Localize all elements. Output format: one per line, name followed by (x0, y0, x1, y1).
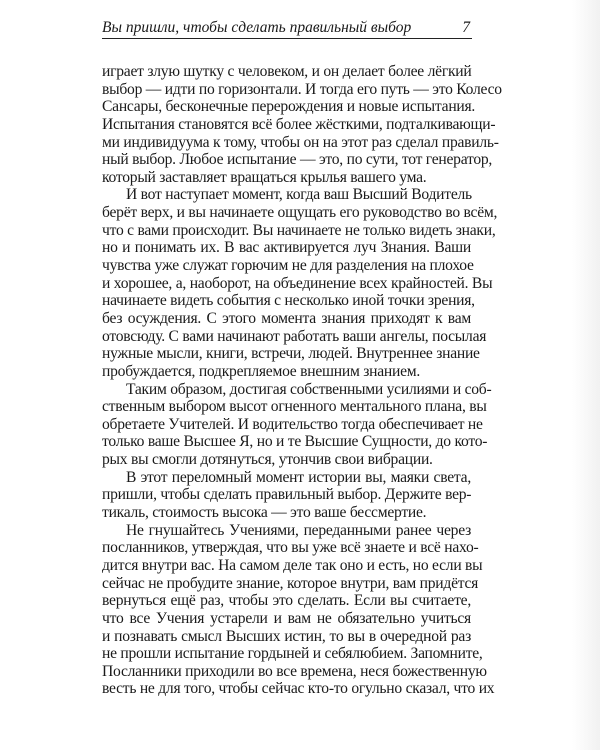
text-line: В этот переломный момент истории вы, маяки света, (126, 468, 471, 486)
text-line: пришли, чтобы сделать правильный выбор. Держите вер- (102, 486, 472, 504)
text-line: и познавать смысл Высших истин, то вы в очередной раз (102, 627, 471, 645)
text-line: берёт верх, и вы начинаете ощущать его руководство во всём, (102, 204, 498, 222)
paragraph (102, 63, 502, 186)
paragraph (102, 380, 492, 469)
text-line: нужные мысли, книги, встречи, людей. Внутреннее знание (102, 345, 480, 363)
text-line: И вот наступает момент, когда ваш Высший Водитель (126, 186, 472, 204)
text-line: но и понимать их. В вас активируется луч Знания. Ваши (102, 239, 471, 257)
text-line: Испытания становятся всё более жёсткими, подталкивающи- (102, 115, 496, 133)
text-line: Сансары, бесконечные перерождения и новые испытания. (102, 98, 476, 116)
text-line: играет злую шутку с человеком, и он делает более лёгкий (102, 63, 472, 80)
text-line: весть не для того, чтобы сейчас кто-то огульно сказал, что их (102, 680, 495, 698)
text-line: и хорошее, а, наоборот, на объединение всех крайностей. Вы (102, 274, 493, 292)
text-line: ми индивидуума к тому, чтобы он на этот раз сделал правиль- (102, 133, 499, 151)
text-line: дится внутри вас. На самом деле так оно и есть, но если вы (102, 556, 483, 574)
text-line: отовсюду. С вами начинают работать ваши ангелы, посылая (102, 327, 487, 345)
text-line: что все Учения устарели и вам не обязательно учиться (102, 609, 471, 627)
text-line: пробуждается, подкрепляемое внешним знанием. (102, 362, 421, 380)
text-line: Таким образом, достигая собственными усилиями и соб- (126, 380, 492, 398)
paragraph (102, 469, 471, 522)
running-header (102, 20, 472, 39)
text-line: обретаете Учителей. И водительство тогда обеспечивает не (102, 415, 483, 433)
text-line: сейчас не пробудите знание, которое внутри, вам придётся (102, 574, 479, 592)
text-line: ственным выбором высот огненного ментального плана, вы (102, 398, 487, 416)
text-line: тикаль, стоимость высока — это ваше бессмертие. (102, 504, 427, 522)
text-line: без осуждения. С этого момента знания приходят к вам (102, 309, 471, 327)
paragraph (102, 521, 495, 698)
text-line: начинаете видеть события с несколько иной точки зрения, (102, 292, 475, 310)
text-line: что с вами происходит. Вы начинаете не только видеть знаки, (102, 221, 496, 239)
paragraph (102, 186, 498, 380)
text-line: выбор — идти по горизонтали. И тогда его путь — это Колесо (102, 80, 502, 98)
running-header-title: Вы пришли, чтобы сделать правильный выбор (102, 19, 412, 36)
page-number: 7 (462, 19, 470, 36)
text-line: Не гнушайтесь Учениями, переданными ранее через (126, 521, 471, 539)
text-line: ный выбор. Любое испытание — это, по сути, тот генератор, (102, 151, 493, 169)
text-line: рых вы смогли дотянуться, утончив свои вибрации. (102, 451, 433, 469)
text-line: Посланники приходили во все времена, неся божественную (102, 662, 487, 680)
text-line: только ваше Высшее Я, но и те Высшие Сущности, до кото- (102, 433, 488, 451)
text-line: вернуться ещё раз, чтобы это сделать. Если вы считаете, (102, 592, 471, 610)
text-line: посланников, утверждая, что вы уже всё знаете и всё нахо- (102, 539, 479, 557)
page-edge-shadow (572, 0, 600, 750)
text-line: чувства уже служат горючим не для разделения на плохое (102, 257, 474, 275)
text-line: который заставляет вращаться крылья вашего ума. (102, 168, 427, 186)
text-line: не прошли испытание гордыней и себялюбием. Запомните, (102, 645, 483, 663)
page-body-text (102, 63, 502, 698)
